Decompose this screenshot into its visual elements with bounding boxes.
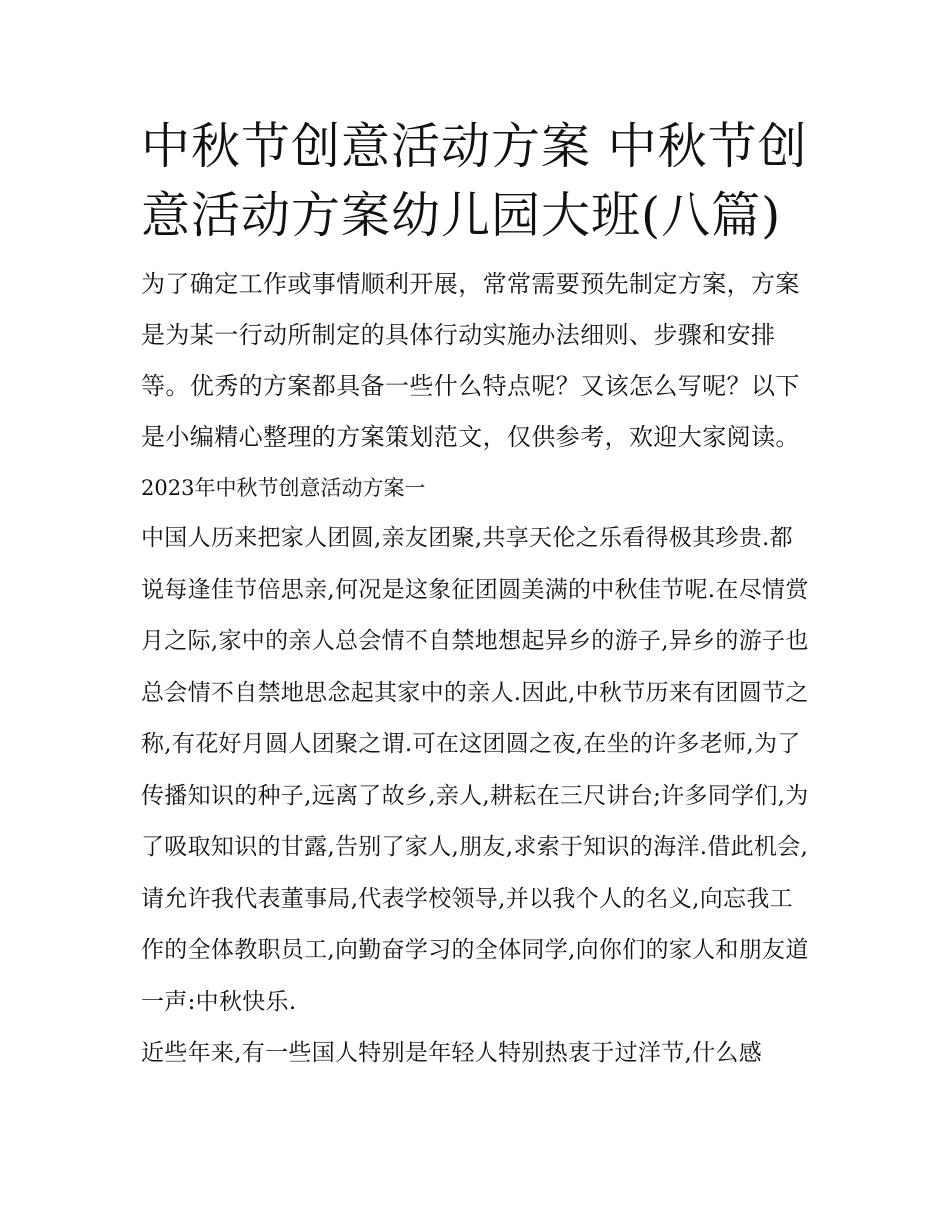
intro-paragraph: 为了确定工作或事情顺利开展，常常需要预先制定方案，方案是为某一行动所制定的具体行动实施办法细则、步骤和安排等。优秀的方案都具备一些什么特点呢？又该怎么写呢？以下是小编精心整理的方案策划范文，仅供参考，欢迎大家阅读。 xyxy=(141,270,800,451)
body-paragraph-2: 近些年来,有一些国人特别是年轻人特别热衷于过洋节,什么感 xyxy=(141,1040,763,1066)
document-page xyxy=(141,112,813,1080)
section-heading: 2023年中秋节创意活动方案一 xyxy=(141,476,426,500)
document-title: 中秋节创意活动方案 中秋节创意活动方案幼儿园大班(八篇) xyxy=(141,118,808,244)
body-paragraph-1: 中国人历来把家人团圆,亲友团聚,共享天伦之乐看得极其珍贵.都说每逢佳节倍思亲,何况是这象征团圆美满的中秋佳节呢.在尽情赏月之际,家中的亲人总会情不自禁地想起异乡的游子,异乡的游子也总会情不自禁地思念起其家中的亲人.因此,中秋节历来有团圆节之称,有花好月圆人团聚之谓.可在这团圆之夜,在坐的许多老师,为了传播知识的种子,远离了故乡,亲人,耕耘在三尺讲台;许多同学们,为了吸取知识的甘露,告别了家人,朋友,求索于知识的海洋.借此机会,请允许我代表董事局,代表学校领导,并以我个人的名义,向忘我工作的全体教职员工,向勤奋学习的全体同学,向你们的家人和朋友道一声:中秋快乐. xyxy=(141,525,809,1015)
